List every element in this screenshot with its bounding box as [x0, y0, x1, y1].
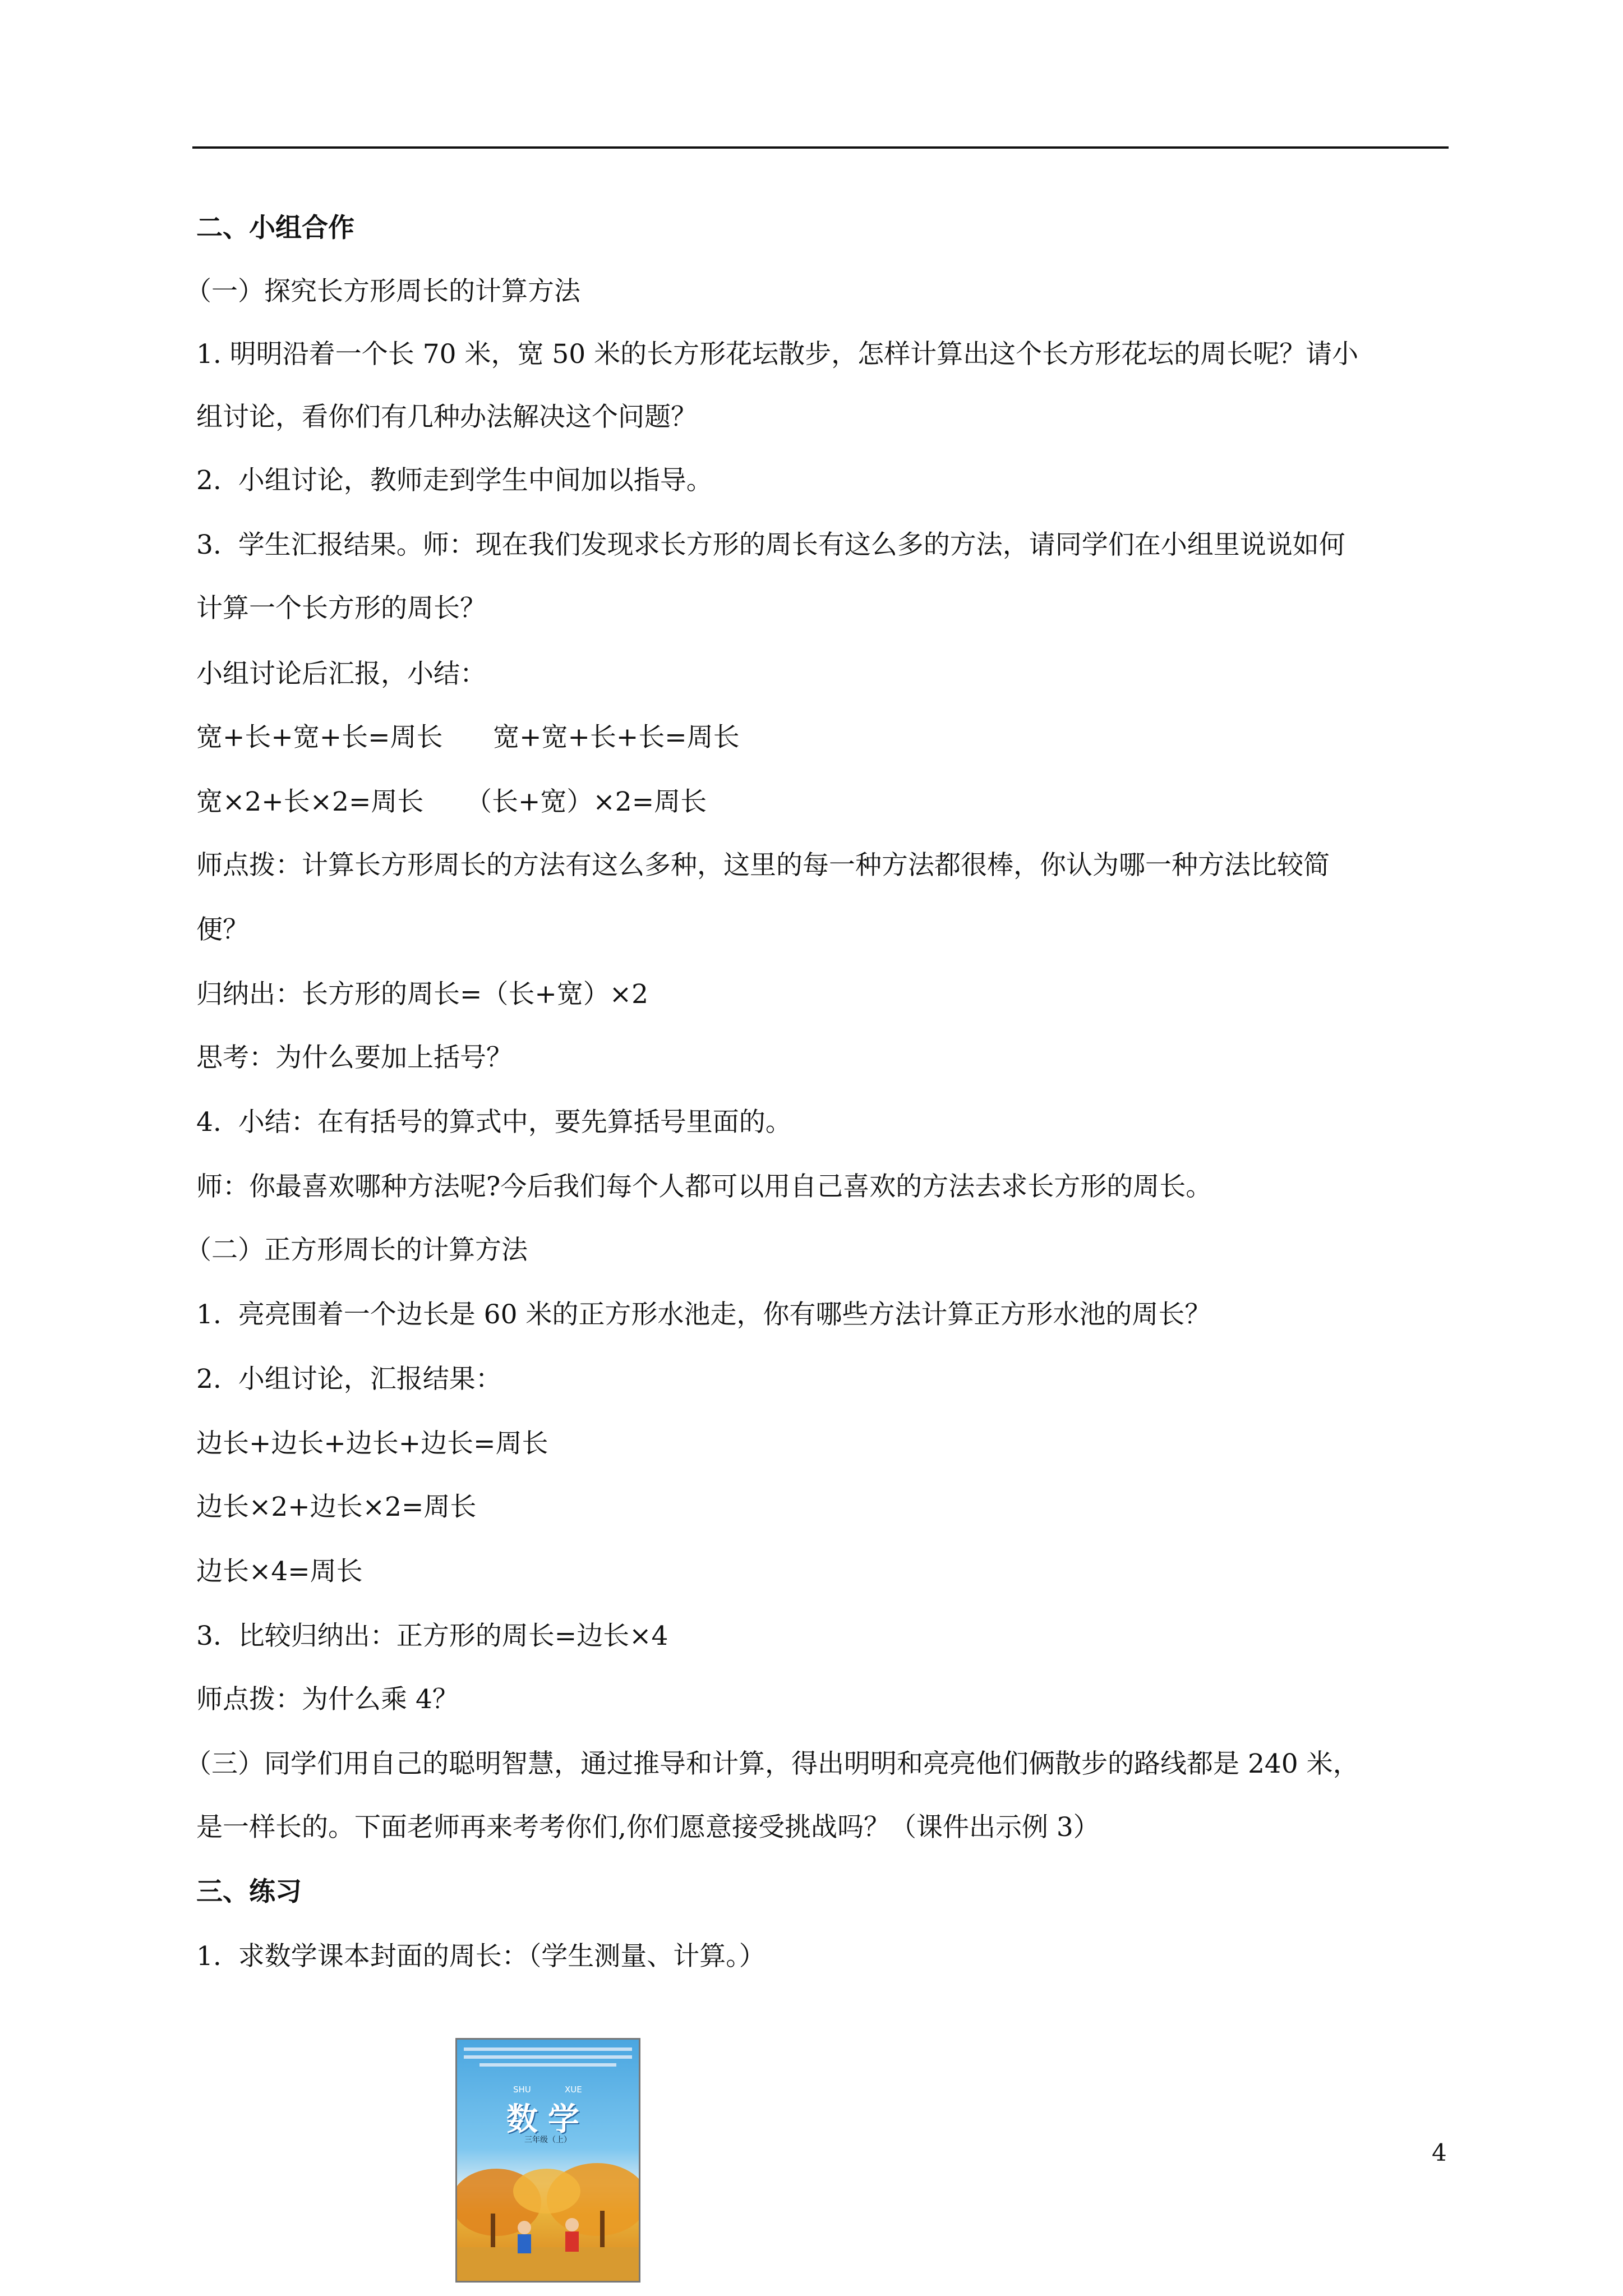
paragraph-line: 师点拨：为什么乘 4？: [196, 1684, 459, 1715]
section-heading-practice: 三、练习: [196, 1876, 302, 1907]
page-number: 4: [1432, 2139, 1447, 2166]
cover-grade: 三年级（上）: [524, 2136, 571, 2145]
formula-line: 宽×2+长×2=周长 （长+宽）×2=周长: [196, 786, 707, 817]
subsection-square-perimeter: （二）正方形周长的计算方法: [185, 1235, 528, 1266]
paragraph-line: 思考：为什么要加上括号？: [196, 1042, 513, 1073]
paragraph-line: 是一样长的。下面老师再来考考你们,你们愿意接受挑战吗？（课件出示例 3）: [196, 1812, 1100, 1843]
paragraph-line: 便？: [196, 914, 249, 945]
paragraph-line: 计算一个长方形的周长？: [196, 593, 486, 624]
formula-line: 3. 比较归纳出：正方形的周长=边长×4: [196, 1621, 668, 1651]
cover-pinyin-xue: XUE: [565, 2085, 582, 2095]
paragraph-line: 4. 小结：在有括号的算式中，要先算括号里面的。: [196, 1107, 792, 1138]
subsection-rectangle-perimeter: （一）探究长方形周长的计算方法: [185, 276, 580, 307]
paragraph-line: 3. 学生汇报结果。师：现在我们发现求长方形的周长有这么多的方法，请同学们在小组里说说如何: [196, 530, 1345, 560]
paragraph-line: 组讨论，看你们有几种办法解决这个问题？: [196, 402, 697, 432]
paragraph-line: （三）同学们用自己的聪明智慧，通过推导和计算，得出明明和亮亮他们俩散步的路线都是 240 米，: [185, 1749, 1359, 1779]
formula-line: 边长×4=周长: [196, 1556, 363, 1587]
paragraph-line: 师点拨：计算长方形周长的方法有这么多种，这里的每一种方法都很棒，你认为哪一种方法比较简: [196, 850, 1330, 881]
header-rule: [192, 146, 1449, 149]
formula-line: 归纳出：长方形的周长=（长+宽）×2: [196, 979, 649, 1010]
paragraph-line: 1. 亮亮围着一个边长是 60 米的正方形水池走，你有哪些方法计算正方形水池的周长？: [196, 1299, 1211, 1330]
section-heading-group-work: 二、小组合作: [196, 213, 354, 243]
paragraph-line: 2. 小组讨论，教师走到学生中间加以指导。: [196, 465, 713, 496]
autumn-tree-illustration: [457, 2040, 639, 2281]
paragraph-line: 师：你最喜欢哪种方法呢?今后我们每个人都可以用自己喜欢的方法去求长方形的周长。: [196, 1171, 1212, 1202]
math-textbook-cover-image: [455, 2038, 640, 2283]
formula-line: 宽+长+宽+长=周长 宽+宽+长+长=周长: [196, 722, 740, 753]
cover-title: 数学: [506, 2101, 589, 2138]
paragraph-line: 2. 小组讨论，汇报结果：: [196, 1364, 502, 1395]
formula-line: 边长×2+边长×2=周长: [196, 1492, 477, 1522]
paragraph-line: 1. 明明沿着一个长 70 米，宽 50 米的长方形花坛散步，怎样计算出这个长方形花坛的周长呢？请小: [196, 339, 1359, 370]
cover-pinyin-shu: SHU: [513, 2085, 531, 2095]
paragraph-line: 小组讨论后汇报，小结：: [196, 659, 486, 689]
formula-line: 边长+边长+边长+边长=周长: [196, 1428, 548, 1459]
paragraph-line: 1. 求数学课本封面的周长：（学生测量、计算。）: [196, 1941, 766, 1972]
